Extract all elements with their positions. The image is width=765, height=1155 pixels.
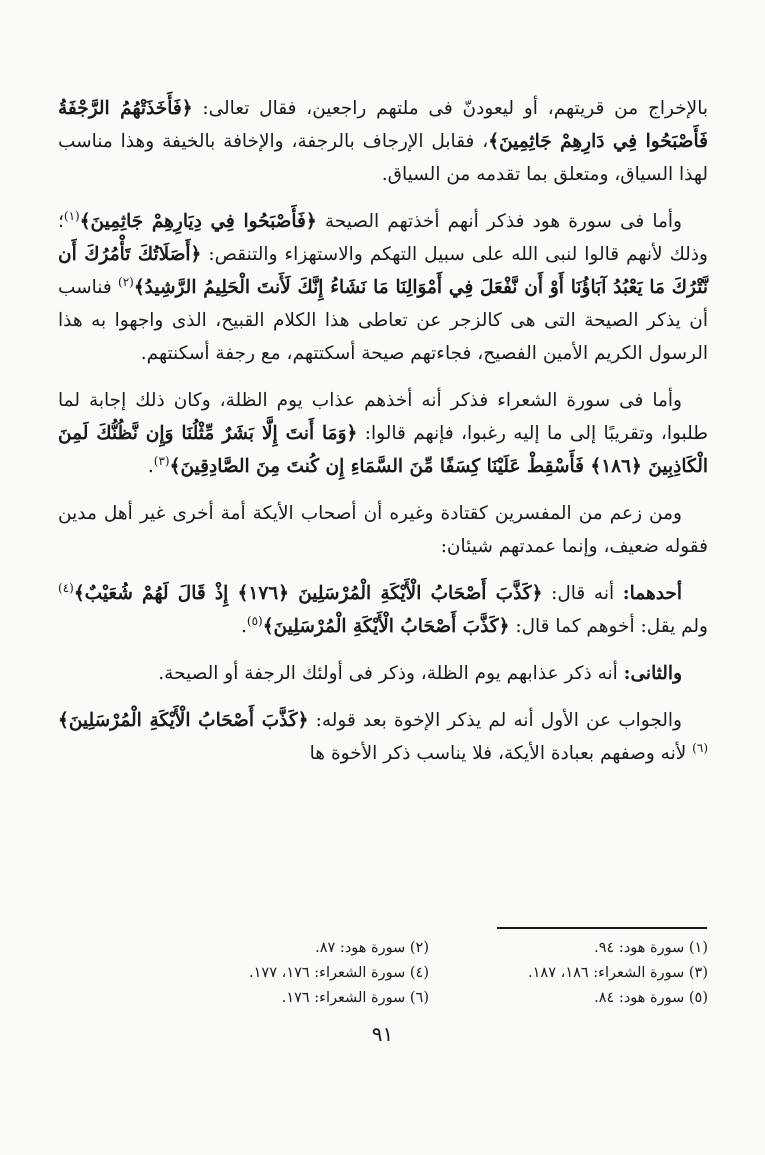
footnote: (٣) سورة الشعراء: ١٨٦، ١٨٧. xyxy=(528,965,708,981)
quran-verse: ﴿كَذَّبَ أَصْحَابُ الْأَيْكَةِ الْمُرْسَلِينَ﴾ xyxy=(58,710,309,731)
text-run: أنه ذكر عذابهم يوم الظلة، وذكر فى أولئك الرجفة أو الصيحة. xyxy=(158,663,624,684)
footnote: (٤) سورة الشعراء: ١٧٦، ١٧٧. xyxy=(249,965,429,981)
text-run: لأنه وصفهم بعبادة الأيكة، فلا يناسب ذكر الأخوة ها xyxy=(309,743,693,764)
text-run: أنه قال: xyxy=(542,583,623,604)
page-number: ٩١ xyxy=(371,1022,394,1046)
text-run: ومن زعم من المفسرين كقتادة وغيره أن أصحاب الأيكة أمة أخرى غير أهل مدين فقوله ضعيف، وإنما عمدتهم شيئان: xyxy=(58,503,708,557)
footnote-ref: (٦) xyxy=(692,740,708,755)
paragraph xyxy=(58,384,708,483)
text-run: . xyxy=(147,456,154,477)
footnotes xyxy=(170,936,708,1011)
quran-verse: ﴿كَذَّبَ أَصْحَابُ الْأَيْكَةِ الْمُرْسَلِينَ ﴿١٧٦﴾ إِذْ قَالَ لَهُمْ شُعَيْبٌ﴾ xyxy=(73,583,543,604)
text-run: والجواب عن الأول أنه لم يذكر الإخوة بعد قوله: xyxy=(308,710,682,731)
text-run: ، فقابل الإرجاف بالرجفة، والإخافة بالخيفة وهذا مناسب لهذا السياق، ومتعلق بما تقدمه من السياق. xyxy=(58,131,708,185)
text-run: . xyxy=(241,616,247,637)
quran-verse: ﴿أَصَلَاتُكَ تَأْمُرُكَ أَن نَّتْرُكَ مَا يَعْبُدُ آبَاؤُنَا أَوْ أَن نَّفْعَلَ فِي أَمْوَالِنَا مَا نَشَاءُ إِنَّكَ لَأَنتَ الْحَلِيمُ الرَّشِيدُ﴾ xyxy=(58,244,708,298)
footnote-separator xyxy=(497,927,707,929)
paragraph xyxy=(58,704,708,770)
quran-verse: ﴿فَأَخَذَتْهُمُ الرَّجْفَةُ فَأَصْبَحُوا فِي دَارِهِمْ جَاثِمِينَ﴾ xyxy=(58,98,708,152)
text-run: ولم يقل: أخوهم كما قال: xyxy=(509,616,708,637)
text-run: بالإخراج من قريتهم، أو ليعودنّ فى ملتهم راجعين، فقال تعالى: xyxy=(192,98,708,119)
footnote-ref: (٤) xyxy=(58,580,74,595)
point-heading: والثانى: xyxy=(623,663,682,684)
paragraph xyxy=(58,205,708,370)
footnote: (٦) سورة الشعراء: ١٧٦. xyxy=(281,990,429,1006)
paragraph xyxy=(58,497,708,563)
footnote: (١) سورة هود: ٩٤. xyxy=(594,940,708,956)
footnote: (٢) سورة هود: ٨٧. xyxy=(315,940,429,956)
paragraph xyxy=(58,577,708,643)
text-run: وأما فى سورة هود فذكر أنهم أخذتهم الصيحة xyxy=(316,211,682,232)
footnote-ref: (٢) xyxy=(118,274,134,289)
footnote-ref: (١) xyxy=(63,208,80,223)
quran-verse: ﴿كَذَّبَ أَصْحَابُ الْأَيْكَةِ الْمُرْسَلِينَ﴾ xyxy=(262,616,510,637)
paragraph xyxy=(58,92,708,191)
footnote-ref: (٥) xyxy=(246,613,263,628)
paragraph xyxy=(58,657,708,690)
text-run: ؛ وذلك لأنهم قالوا لنبى الله على سبيل التهكم والاستهزاء والتنقص: xyxy=(58,211,708,265)
footnote-ref: (٣) xyxy=(153,453,170,468)
text-run: فناسب أن يذكر الصيحة التى هى كالزجر عن تعاطى هذا الكلام القبيح، الذى واجهوا به هذا الرسول الكريم الأمين الفصيح، فجاءتهم صيحة أسكتتهم، مع رجفة أسكنتهم. xyxy=(58,277,708,364)
text-run: وأما فى سورة الشعراء فذكر أنه أخذهم عذاب يوم الظلة، وكان ذلك إجابة لما طلبوا، وتقريبًا إلى ما إليه رغبوا، فإنهم قالوا: xyxy=(58,390,708,444)
quran-verse: ﴿فَأَصْبَحُوا فِي دِيَارِهِمْ جَاثِمِينَ﴾ xyxy=(79,211,317,232)
main-text xyxy=(58,92,708,784)
point-heading: أحدهما: xyxy=(622,583,682,604)
quran-verse: ﴿وَمَا أَنتَ إِلَّا بَشَرٌ مِّثْلُنَا وَإِن نَّظُنُّكَ لَمِنَ الْكَاذِبِينَ ﴿١٨٦﴾ فَأَسْقِطْ عَلَيْنَا كِسَفًا مِّنَ السَّمَاءِ إِن كُنتَ مِنَ الصَّادِقِينَ﴾ xyxy=(58,423,708,477)
footnote: (٥) سورة هود: ٨٤. xyxy=(594,990,708,1006)
